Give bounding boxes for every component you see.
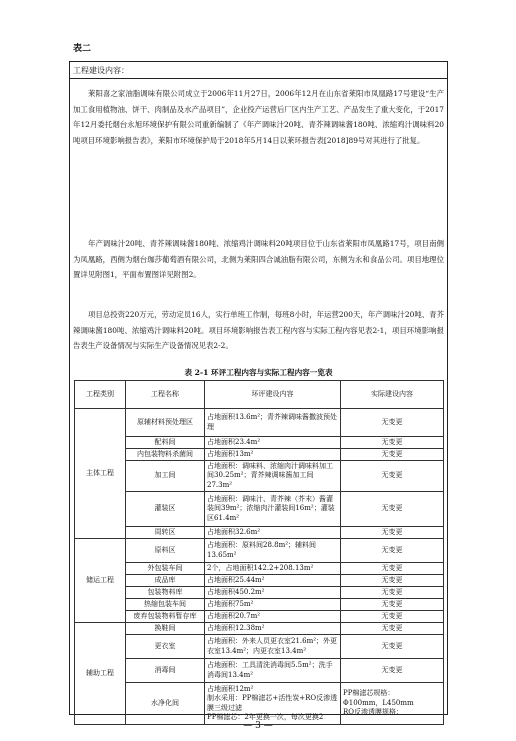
category-cell: 辅助工程 xyxy=(75,623,126,725)
actual-content-cell: 无变更 xyxy=(341,449,444,461)
env-content-cell: 占地面积：调味汁、青芥辣（芥末）酱灌装间39m²；浓缩肉汁灌装间16m²；灌装区61.4m² xyxy=(205,492,341,527)
name-cell: 原辅材料预处理区 xyxy=(126,409,205,437)
env-content-cell: 占地面积：工具清洗消毒间5.5m²；洗手消毒间13.4m² xyxy=(205,659,341,683)
table-row xyxy=(75,635,444,659)
table-row xyxy=(75,449,444,461)
env-content-cell: 占地面积13m² xyxy=(205,449,341,461)
frame-header: 工程建设内容： xyxy=(70,62,447,79)
table-row xyxy=(75,527,444,539)
paragraph-2: 年产调味汁20吨、青芥辣调味酱180吨、浓缩鸡汁调味料20吨项目位于山东省莱阳市凤凰路17号，项目南侧为凤凰路，西侧为烟台珈莎葡萄酒有限公司，北侧为莱阳四合诚油脂有限公司，东侧为永和食品公司。项目地理位置详见附图1，平面布置图详见附图2。 xyxy=(73,239,444,280)
section-title: 表二 xyxy=(73,44,92,54)
name-cell: 加工间 xyxy=(126,461,205,492)
name-cell: 原料区 xyxy=(126,539,205,563)
header-name: 工程名称 xyxy=(126,381,205,409)
env-content-cell: 占地面积20.7m² xyxy=(205,611,341,623)
table-row xyxy=(75,437,444,449)
env-content-cell: 占地面积：外来人员更衣室21.6m²；外更衣室13.4m²；内更衣室13.4m² xyxy=(205,635,341,659)
env-content-cell: 占地面积13.6m²；青芥辣调味酱撒波预处理 xyxy=(205,409,341,437)
env-content-cell: 占地面积23.4m² xyxy=(205,437,341,449)
paragraph-1: 莱阳喜之家油脂调味有限公司成立于2006年11月27日，2006年12月在山东省莱阳市凤凰路17号建设“生产加工食用植物油、饼干、肉制品及水产品项目”，企业投产运营后厂区内生产工艺、产品发生了重大变化，于2017年12月委托烟台永旭环境保护有限公司重新编制了《年产调味汁20吨、青芥辣调味酱180吨、浓缩鸡汁调味料20吨项目环境影响报告表》，莱阳市环境保护局于2018年5月14日以莱环报告表[2018]89号对其进行了批复。 xyxy=(73,89,444,145)
name-cell: 内包装物料杀菌间 xyxy=(126,449,205,461)
category-cell: 储运工程 xyxy=(75,539,126,623)
env-content-cell: 占地面积12m² 制水采用：PP棉滤芯+活性炭+RO反渗透膜三级过滤 PP棉滤芯：2年更换一次，每次更换2 xyxy=(205,683,341,725)
actual-content-cell: 无变更 xyxy=(341,563,444,575)
name-cell: 换鞋间 xyxy=(126,623,205,635)
actual-content-cell: 无变更 xyxy=(341,539,444,563)
actual-content-cell: 无变更 xyxy=(341,409,444,437)
name-cell: 消毒间 xyxy=(126,659,205,683)
paragraph-3: 项目总投资220万元，劳动定员16人，实行单班工作制，每班8小时，年运营200天，年产调味汁20吨、青芥辣调味酱180吨、浓缩鸡汁调味料20吨。项目环境影响报告表工程内容与实际工程内容见表2-1，项目环境影响报告表生产设备情况与实际生产设备情况见表2-2。 xyxy=(73,310,444,351)
project-comparison-table xyxy=(74,380,444,725)
page-number: — 3 — xyxy=(243,721,273,731)
actual-content-cell: 无变更 xyxy=(341,587,444,599)
env-content-cell: 占地面积32.6m² xyxy=(205,527,341,539)
actual-content-cell: 无变更 xyxy=(341,635,444,659)
name-cell: 更衣室 xyxy=(126,635,205,659)
table-row xyxy=(75,461,444,492)
header-actual-content: 实际建设内容 xyxy=(341,381,444,409)
header-category: 工程类别 xyxy=(75,381,126,409)
table-row xyxy=(75,539,444,563)
name-cell: 包装物料库 xyxy=(126,587,205,599)
header-env-content: 环评建设内容 xyxy=(205,381,341,409)
actual-content-cell: 无变更 xyxy=(341,461,444,492)
actual-content-cell: 无变更 xyxy=(341,599,444,611)
env-content-cell: 占地面积：原料间28.8m²；辅料间13.65m² xyxy=(205,539,341,563)
name-cell: 水净化间 xyxy=(126,683,205,725)
table-row xyxy=(75,492,444,527)
actual-content-cell: 无变更 xyxy=(341,623,444,635)
env-content-cell: 占地面积25.44m² xyxy=(205,575,341,587)
table-caption: 表 2-1 环评工程内容与实际工程内容一览表 xyxy=(184,368,333,377)
name-cell: 成品库 xyxy=(126,575,205,587)
name-cell: 热缩包装车间 xyxy=(126,599,205,611)
actual-content-cell: 无变更 xyxy=(341,492,444,527)
actual-content-cell: 无变更 xyxy=(341,437,444,449)
table-row xyxy=(75,659,444,683)
table-row xyxy=(75,563,444,575)
table-row xyxy=(75,611,444,623)
actual-content-cell: PP棉滤芯规格： Φ100mm，L450mm RO反渗透膜规格： xyxy=(341,683,444,725)
name-cell: 灌装区 xyxy=(126,492,205,527)
env-content-cell: 占地面积75m² xyxy=(205,599,341,611)
name-cell: 周转区 xyxy=(126,527,205,539)
env-content-cell: 占地面积450.2m² xyxy=(205,587,341,599)
table-header-row xyxy=(75,381,444,409)
table-row xyxy=(75,683,444,725)
env-content-cell: 占地面积：调味料、浓缩肉汁调味料加工间30.25m²；青芥辣调味酱加工间27.3m² xyxy=(205,461,341,492)
name-cell: 外包装车间 xyxy=(126,563,205,575)
env-content-cell: 占地面积12.38m² xyxy=(205,623,341,635)
content-frame xyxy=(69,61,448,721)
name-cell: 废弃包装物料暂存库 xyxy=(126,611,205,623)
table-row xyxy=(75,575,444,587)
actual-content-cell: 无变更 xyxy=(341,611,444,623)
actual-content-cell: 无变更 xyxy=(341,659,444,683)
table-row xyxy=(75,409,444,437)
category-cell: 主体工程 xyxy=(75,409,126,539)
actual-content-cell: 无变更 xyxy=(341,575,444,587)
table-row xyxy=(75,587,444,599)
table-row xyxy=(75,599,444,611)
env-content-cell: 2个，占地面积142.2+208.13m² xyxy=(205,563,341,575)
table-row xyxy=(75,623,444,635)
name-cell: 配料间 xyxy=(126,437,205,449)
actual-content-cell: 无变更 xyxy=(341,527,444,539)
